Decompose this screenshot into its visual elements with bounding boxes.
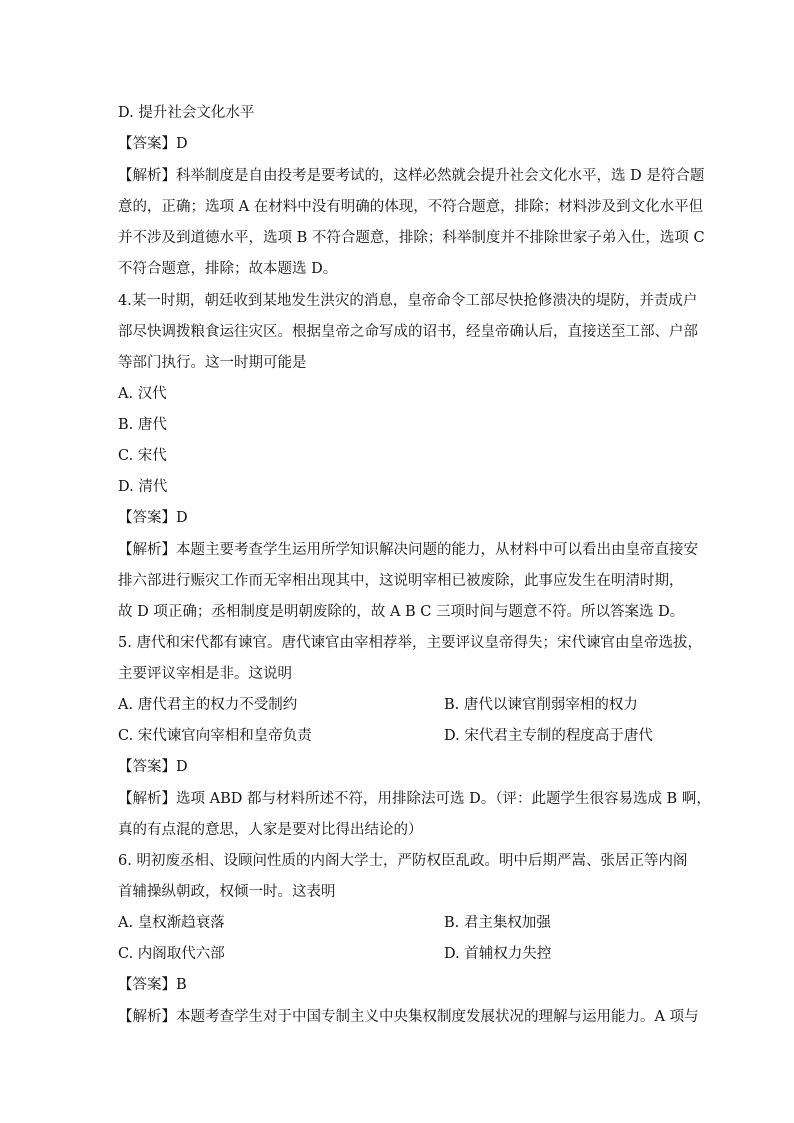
q3-analysis-line: 意的，正确；选项 A 在材料中没有明确的体现，不符合题意，排除；材料涉及到文化水平但 [118,199,704,215]
q6-option-c: C. 内阁取代六部 [118,946,225,962]
q5-answer: 【答案】D [118,759,188,775]
q4-stem-line: 4.某一时期，朝廷收到某地发生洪灾的消息，皇帝命令工部尽快抢修溃决的堤防，并责成户 [118,293,698,309]
q5-option-b: B. 唐代以谏官削弱宰相的权力 [444,697,638,713]
q6-stem-line: 首辅操纵朝政，权倾一时。这表明 [118,884,336,900]
q3-analysis-line: 不符合题意，排除；故本题选 D。 [118,261,338,277]
q6-option-b: B. 君主集权加强 [444,915,551,931]
q4-option-d: D. 清代 [118,479,168,495]
q4-option-b: B. 唐代 [118,417,167,433]
q3-option-d: D. 提升社会文化水平 [118,105,255,121]
q6-analysis-line: 【解析】本题考查学生对于中国专制主义中央集权制度发展状况的理解与运用能力。A 项与 [118,1009,699,1025]
q5-analysis-line: 【解析】选项 ABD 都与材料所述不符，用排除法可选 D。（评：此题学生很容易选成 B 啊， [118,791,711,807]
q4-analysis-line: 排六部进行赈灾工作而无宰相出现其中，这说明宰相已被废除，此事应发生在明清时期， [118,573,684,589]
q6-option-d: D. 首辅权力失控 [444,946,552,962]
q6-stem-line: 6. 明初废丞相、设顾问性质的内阁大学士，严防权臣乱政。明中后期严嵩、张居正等内阁 [118,853,688,869]
q4-analysis-line: 故 D 项正确；丞相制度是明朝废除的，故 A B C 三项时间与题意不符。所以答案选 D。 [118,604,685,620]
q5-analysis-line: 真的有点混的意思，人家是要对比得出结论的） [118,822,423,838]
q4-option-c: C. 宋代 [118,448,167,464]
q5-option-c: C. 宋代谏官向宰相和皇帝负责 [118,728,312,744]
q4-stem-line: 等部门执行。这一时期可能是 [118,355,307,371]
q5-stem-line: 5. 唐代和宋代都有谏官。唐代谏官由宰相荐举，主要评议皇帝得失；宋代谏官由皇帝选拔， [118,635,702,651]
q3-analysis-line: 【解析】科举制度是自由投考是要考试的，这样必然就会提升社会文化水平，选 D 是符合题 [118,168,705,184]
q4-answer: 【答案】D [118,510,188,526]
q6-option-a: A. 皇权渐趋衰落 [118,915,225,931]
q3-answer: 【答案】D [118,136,188,152]
q6-answer: 【答案】B [118,977,187,993]
q4-analysis-line: 【解析】本题主要考查学生运用所学知识解决问题的能力，从材料中可以看出由皇帝直接安 [118,542,698,558]
q5-stem-line: 主要评议宰相是非。这说明 [118,666,292,682]
q3-analysis-line: 并不涉及到道德水平，选项 B 不符合题意，排除；科举制度并不排除世家子弟入仕，选项 C [118,230,705,246]
q5-option-a: A. 唐代君主的权力不受制约 [118,697,298,713]
q4-stem-line: 部尽快调拨粮食运往灾区。根据皇帝之命写成的诏书，经皇帝确认后，直接送至工部、户部 [118,324,698,340]
q5-option-d: D. 宋代君主专制的程度高于唐代 [444,728,653,744]
q4-option-a: A. 汉代 [118,386,167,402]
